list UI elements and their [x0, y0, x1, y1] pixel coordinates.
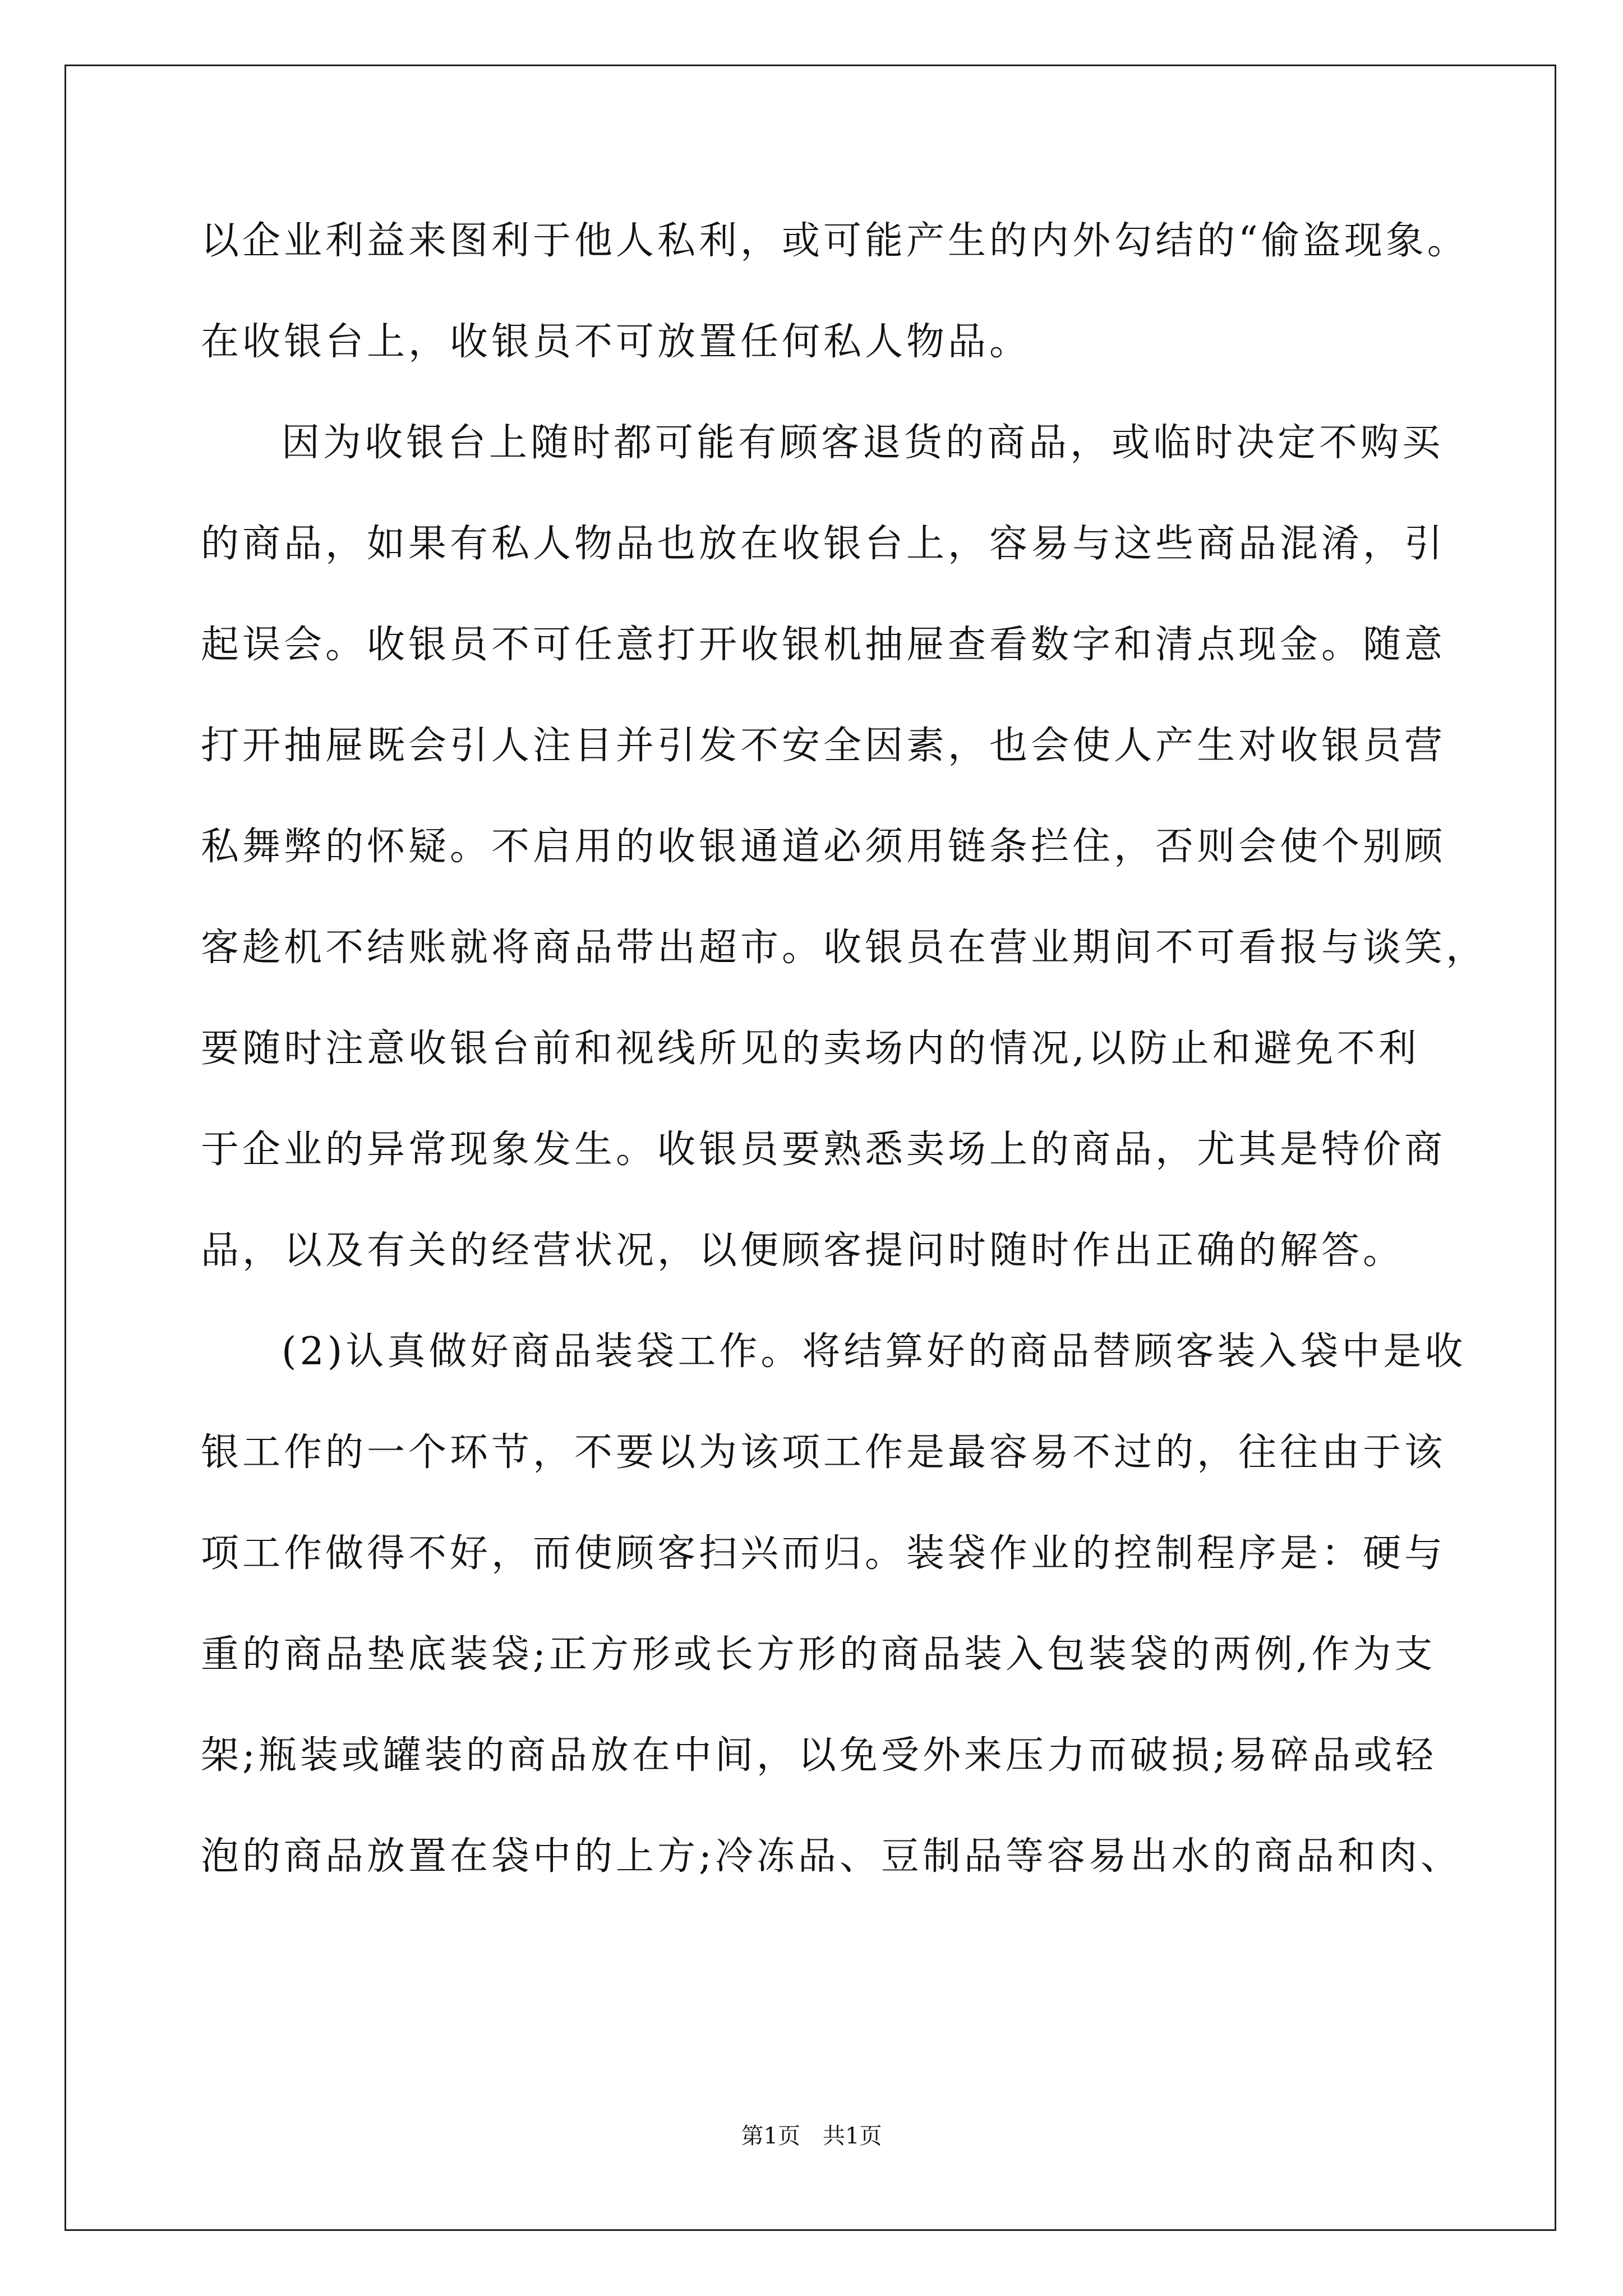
document-body — [201, 191, 1488, 1907]
text-line: (2)认真做好商品装袋工作。将结算好的商品替顾客装入袋中是收 — [282, 1329, 1467, 1374]
text-line: 以企业利益来图利于他人私利，或可能产生的内外勾结的“偷盗现象。 — [201, 219, 1469, 263]
text-line: 泡的商品放置在袋中的上方;冷冻品、豆制品等容易出水的商品和肉、 — [201, 1834, 1462, 1879]
page-footer — [0, 2118, 1623, 2150]
text-line: 于企业的异常现象发生。收银员要熟悉卖场上的商品，尤其是特价商 — [201, 1128, 1446, 1172]
text-line: 因为收银台上随时都可能有顾客退货的商品，或临时决定不购买 — [282, 421, 1444, 465]
text-line: 架;瓶装或罐装的商品放在中间，以免受外来压力而破损;易碎品或轻 — [201, 1733, 1437, 1778]
text-line: 项工作做得不好，而使顾客扫兴而归。装袋作业的控制程序是：硬与 — [201, 1531, 1446, 1576]
text-line: 银工作的一个环节，不要以为该项工作是最容易不过的，往往由于该 — [201, 1430, 1446, 1475]
text-line: 要随时注意收银台前和视线所见的卖场内的情况,以防止和避免不利 — [201, 1027, 1420, 1071]
text-line: 打开抽屉既会引人注目并引发不安全因素，也会使人产生对收银员营 — [201, 724, 1446, 768]
text-line: 在收银台上，收银员不可放置任何私人物品。 — [201, 320, 1031, 364]
text-line: 起误会。收银员不可任意打开收银机抽屉查看数字和清点现金。随意 — [201, 623, 1446, 667]
page-total: 共1页 — [823, 2123, 882, 2149]
text-line: 重的商品垫底装袋;正方形或长方形的商品装入包装袋的两例,作为支 — [201, 1632, 1436, 1677]
page-number: 第1页 — [741, 2123, 800, 2149]
text-line: 品，以及有关的经营状况，以便顾客提问时随时作出正确的解答。 — [201, 1228, 1405, 1273]
text-line: 的商品，如果有私人物品也放在收银台上，容易与这些商品混淆，引 — [201, 522, 1446, 566]
text-line: 私舞弊的怀疑。不启用的收银通道必须用链条拦住，否则会使个别顾 — [201, 825, 1446, 869]
text-line: 客趁机不结账就将商品带出超市。收银员在营业期间不可看报与谈笑， — [201, 926, 1488, 970]
